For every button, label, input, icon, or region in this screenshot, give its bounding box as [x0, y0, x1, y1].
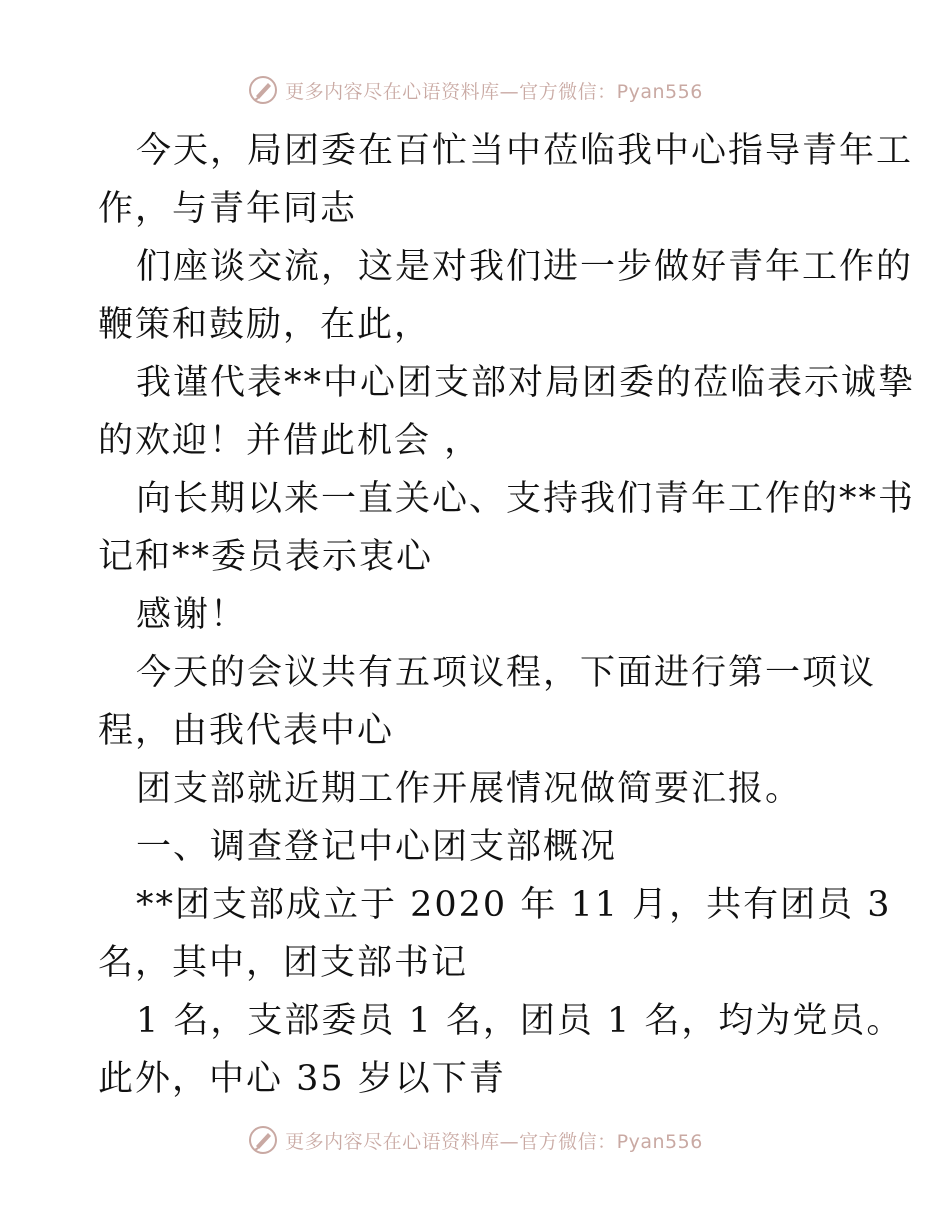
text-line: 向长期以来一直关心、支持我们青年工作的**书	[136, 479, 916, 519]
text-line: 作，与青年同志	[98, 189, 358, 229]
text-line: 的欢迎！并借此机会 ，	[98, 421, 482, 461]
text-line: 们座谈交流，这是对我们进一步做好青年工作的	[136, 247, 914, 287]
header-watermark	[0, 70, 950, 110]
watermark-text: 更多内容尽在心语资料库—官方微信：Pyan556	[285, 1130, 703, 1153]
text-line: 1 名，支部委员 1 名，团员 1 名，均为党员。	[136, 1001, 904, 1041]
quill-seal-icon	[247, 1124, 279, 1156]
text-line: 此外，中心 35 岁以下青	[98, 1059, 506, 1099]
text-line: 今天，局团委在百忙当中莅临我中心指导青年工	[136, 131, 914, 171]
watermark-text: 更多内容尽在心语资料库—官方微信：Pyan556	[285, 80, 703, 103]
text-line: 鞭策和鼓励，在此，	[98, 305, 432, 345]
document-body	[98, 122, 916, 1108]
quill-seal-icon	[247, 74, 279, 106]
text-line: 团支部就近期工作开展情况做简要汇报。	[136, 769, 803, 809]
text-line: 感谢！	[136, 595, 248, 635]
footer-watermark	[0, 1120, 950, 1160]
text-line: 今天的会议共有五项议程，下面进行第一项议	[136, 653, 877, 693]
text-line: 程，由我代表中心	[98, 711, 395, 751]
text-line: **团支部成立于 2020 年 11 月，共有团员 3	[136, 885, 892, 925]
text-line: 一、调查登记中心团支部概况	[136, 827, 618, 867]
text-line: 名，其中，团支部书记	[98, 943, 469, 983]
text-line: 记和**委员表示衷心	[98, 537, 434, 577]
text-line: 我谨代表**中心团支部对局团委的莅临表示诚挚	[136, 363, 916, 403]
